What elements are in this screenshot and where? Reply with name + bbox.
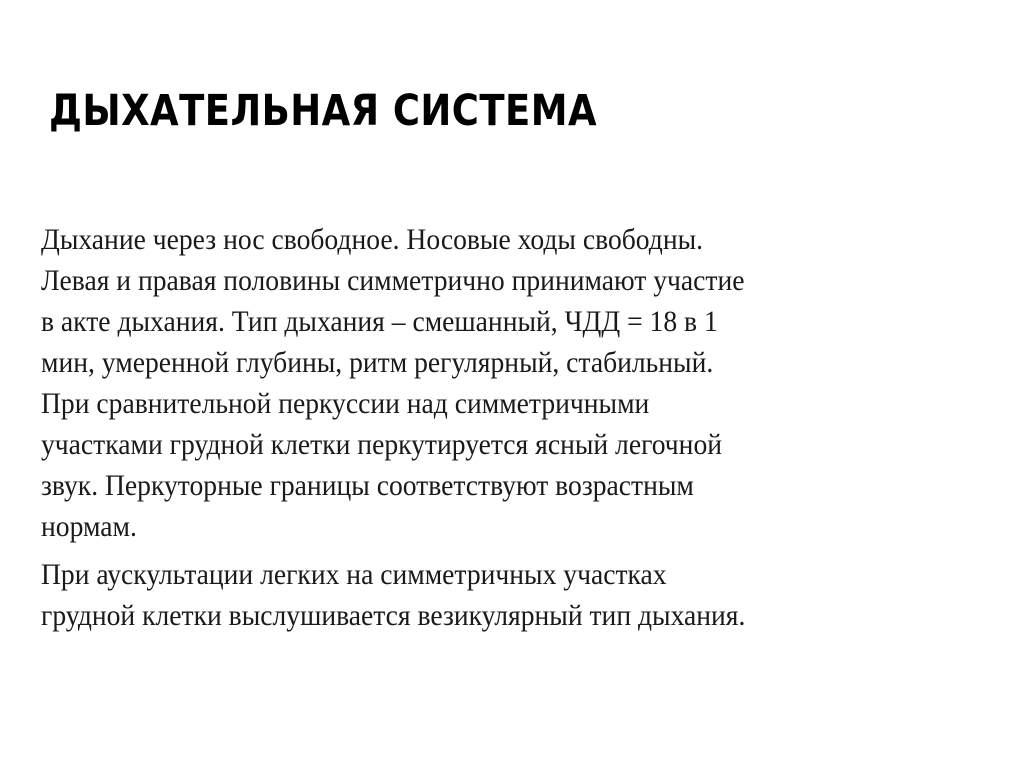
text-line: грудной клетки выслушивается везикулярный тип дыхания. <box>41 599 746 632</box>
text-line: звук. Перкуторные границы соответствуют возрастным <box>41 469 694 502</box>
paragraph-respiratory-exam <box>41 219 941 547</box>
text-line: в акте дыхания. Тип дыхания – смешанный, ЧДД = 18 в 1 <box>41 305 718 338</box>
text-line: При сравнительной перкуссии над симметричными <box>41 387 650 420</box>
text-line: участками грудной клетки перкутируется ясный легочной <box>41 428 723 461</box>
text-line: нормам. <box>41 510 137 543</box>
slide-title: ДЫХАТЕЛЬНАЯ СИСТЕМА <box>49 86 597 136</box>
text-line: Дыхание через нос свободное. Носовые ходы свободны. <box>41 223 704 256</box>
text-line: При аускультации легких на симметричных участках <box>41 558 667 591</box>
slide-body <box>41 219 941 636</box>
text-line: мин, умеренной глубины, ритм регулярный, стабильный. <box>41 346 714 379</box>
text-line: Левая и правая половины симметрично принимают участие <box>41 264 745 297</box>
paragraph-auscultation <box>41 554 941 636</box>
